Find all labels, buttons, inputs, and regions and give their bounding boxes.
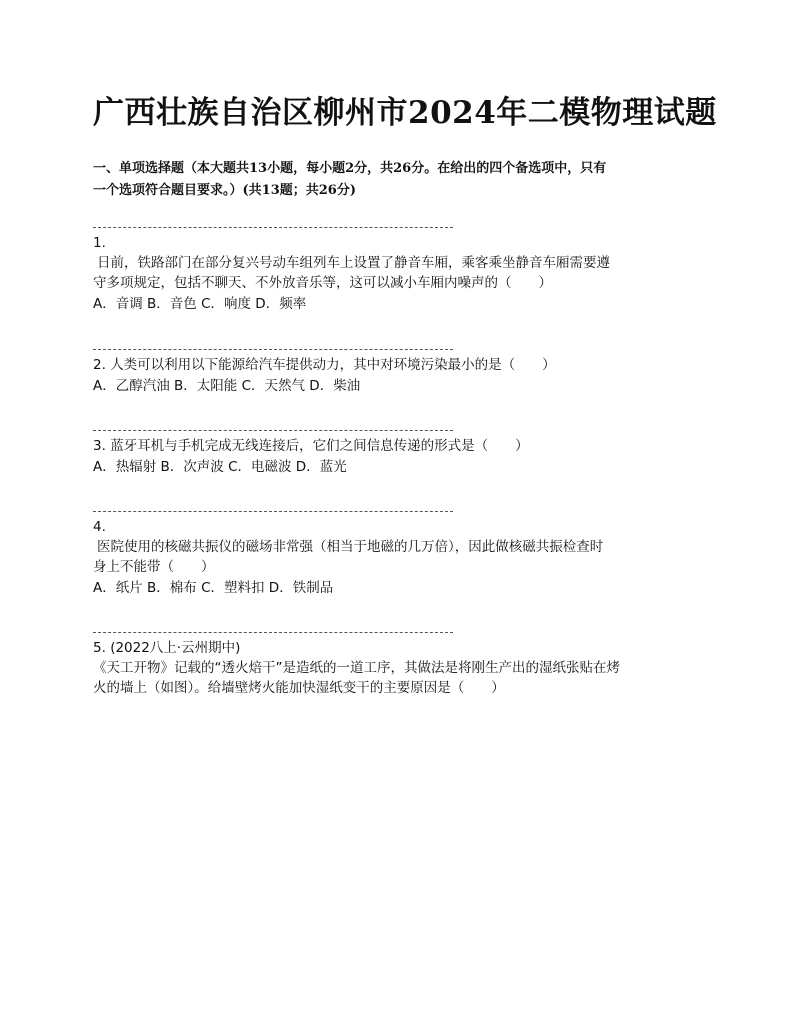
question-1 <box>93 227 708 314</box>
section-header <box>93 158 703 202</box>
page-title: 广西壮族自治区柳州市2024年二模物理试题 <box>93 95 717 131</box>
question-source-line <box>93 638 708 658</box>
section-header-line-2: 一个选项符合题目要求。）(共13题；共26分) <box>93 183 356 198</box>
divider <box>93 511 453 512</box>
question-text: 人类可以利用以下能源给汽车提供动力，其中对环境污染最小的是（ ） <box>110 357 556 373</box>
divider <box>93 227 453 228</box>
question-5 <box>93 632 708 698</box>
question-text-line: 守多项规定，包括不聊天、不外放音乐等，这可以减小车厢内噪声的（ ） <box>93 275 552 291</box>
question-text-line <box>93 436 708 456</box>
divider <box>93 632 453 633</box>
section-header-line-1: 一、单项选择题（本大题共13小题，每小题2分，共26分。在给出的四个备选项中，只有 <box>93 161 607 176</box>
question-options: A．纸片 B．棉布 C．塑料扣 D．铁制品 <box>93 580 334 596</box>
divider <box>93 349 453 350</box>
question-3 <box>93 430 708 477</box>
question-source: (2022八上·云州期中) <box>110 640 241 656</box>
question-text-line: 身上不能带（ ） <box>93 559 215 575</box>
question-4 <box>93 511 708 598</box>
question-text-line: 火的墙上（如图）。给墙壁烤火能加快湿纸变干的主要原因是（ ） <box>93 680 505 696</box>
question-number: 3. <box>93 438 106 454</box>
question-text-line <box>93 355 708 375</box>
question-text-line: 《天工开物》记载的“透火焙干”是造纸的一道工序，其做法是将刚生产出的湿纸张贴在烤 <box>93 660 620 676</box>
question-number: 1. <box>93 235 106 251</box>
question-text: 蓝牙耳机与手机完成无线连接后，它们之间信息传递的形式是（ ） <box>110 438 529 454</box>
question-text-line: 医院使用的核磁共振仪的磁场非常强（相当于地磁的几万倍），因此做核磁共振检查时 <box>97 539 604 555</box>
divider <box>93 430 453 431</box>
question-number: 2. <box>93 357 106 373</box>
question-text-line: 日前，铁路部门在部分复兴号动车组列车上设置了静音车厢，乘客乘坐静音车厢需要遵 <box>97 255 610 271</box>
question-number: 4. <box>93 519 106 535</box>
question-2 <box>93 349 708 396</box>
question-options: A．音调 B．音色 C．响度 D．频率 <box>93 296 307 312</box>
question-options: A．热辐射 B．次声波 C．电磁波 D．蓝光 <box>93 459 347 475</box>
question-number: 5. <box>93 640 106 656</box>
question-options: A．乙醇汽油 B．太阳能 C．天然气 D．柴油 <box>93 378 361 394</box>
